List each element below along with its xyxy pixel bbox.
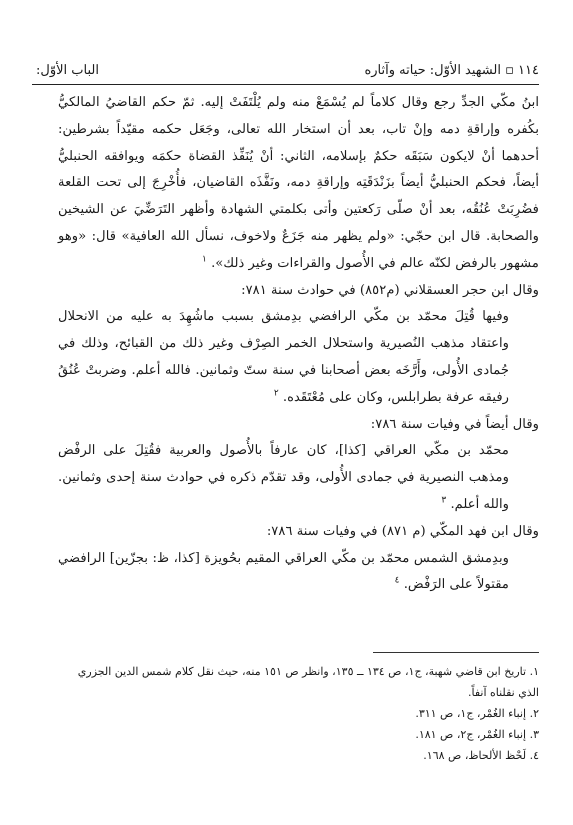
page-header xyxy=(32,60,539,82)
quote-block xyxy=(58,438,539,518)
footnote-ref: ٢ xyxy=(273,388,279,399)
quote-intro: وقال ابن حجر العسقلاني (م٨٥٢) في حوادث سنة ٧٨١: xyxy=(241,282,539,298)
quote-intro: وقال ابن فهد المكّي (م ٨٧١) في وفيات سنة ٧٨٦: xyxy=(266,523,539,539)
footnote-divider xyxy=(373,652,539,653)
footnote-ref: ٣ xyxy=(441,495,447,506)
chapter-title: الباب الأوّل: xyxy=(36,63,99,78)
quote-block xyxy=(58,304,539,411)
footnote: ١. تاريخ ابن قاضي شهبة، ج١، ص ١٣٤ ــ ١٣٥، وانظر ص ١٥١ منه، حيث نقل كلام شمس الدين الجزري الذي نقلناه آنفاً. xyxy=(77,665,539,699)
quote-text: وبدِمشق الشمس محمّد بن مكّي العراقي المقيم بحُويزة [كذا، ظ: بجزّين] الرافضي مقتولاً على الرَفْض. xyxy=(58,550,509,593)
footnote: ٤. لَحْظ الألحاظ، ص ١٦٨. xyxy=(423,749,539,762)
quote-block xyxy=(58,546,539,600)
footnote-ref: ٤ xyxy=(394,575,400,586)
paragraph-narrative xyxy=(58,90,539,278)
footnote-ref: ١ xyxy=(202,254,207,265)
quote-text: وفيها قُتِلَ محمّد بن مكّي الرافضي بدِمشق بسبب ماشُهِدَ به عليه من الانحلال واعتقاد مذهب النُصيرية واستحلال الخمر الصِرْف وغير ذلك من القبائح، وذلك في جُمادى الأُولى، وأَرَّخَه بعض أصحابنا في سنة ستّ وثمانين. فالله أعلم. وضربتْ عُنُقُ رفيقه عرفة بطرابلس، وكان على مُعْتَقَده. xyxy=(58,309,509,405)
quote-text: محمّد بن مكّي العراقي [كذا]، كان عارفاً بالأُصول والعربية فقُتِلَ على الرفْض ومذهب النصيرية في جمادى الأُولى، وقد تقدّم ذكره في حوادث سنة إحدى وثمانين. والله أعلم. xyxy=(58,443,509,512)
main-text xyxy=(58,90,539,599)
footnote: ٣. إنباء الغُمْر، ج٢، ص ١٨١. xyxy=(415,728,539,741)
header-divider xyxy=(32,84,539,85)
quote-intro: وقال أيضاً في وفيات سنة ٧٨٦: xyxy=(370,416,539,432)
running-title: ١١٤ ▫ الشهيد الأوّل: حياته وآثاره xyxy=(364,63,539,78)
paragraph-text: ابنُ مكّي الجدِّ رجع وقال كلاماً لم يُسْمَعْ منه ولم يُلْتَفَتْ إليه. ثمّ حكم القاضيُ المالكيُّ بكُفره وإراقةِ دمه وإنْ تاب، بعد أن استخار الله تعالى، وجَعَل حكمه مقيّداً بشرطين: أحدهما أنْ لايكون سَبَقَه حكمٌ بإسلامه، الثاني: أنْ يُنَفِّذ القضاة حكمَه ويوافقه الحنبليُّ أيضاً، فحكم الحنبليُّ أيضاً بزَنْدَقَتِه وإراقةِ دمه، ونَفَّذَه القاضيان، فأُخْرِجَ إلى تحت القلعة فضُرِبَتْ عُنُقُه، بعد أنْ صلّى رَكعتين وأتى بكلمتي الشهادة وأظهر التَرَضِّيَ عن الشيخين والصحابة. قال ابن حجّي: «ولم يظهر منه جَزَعٌ ولاخوف، نسأل الله العافية» قال: «وهو مشهور بالرفض لكنّه عالم في الأُصول والقراءات وغير ذلك». xyxy=(58,95,539,271)
footnote: ٢. إنباء الغُمْر، ج١، ص ٣١١. xyxy=(415,707,539,720)
footnotes xyxy=(58,661,539,766)
